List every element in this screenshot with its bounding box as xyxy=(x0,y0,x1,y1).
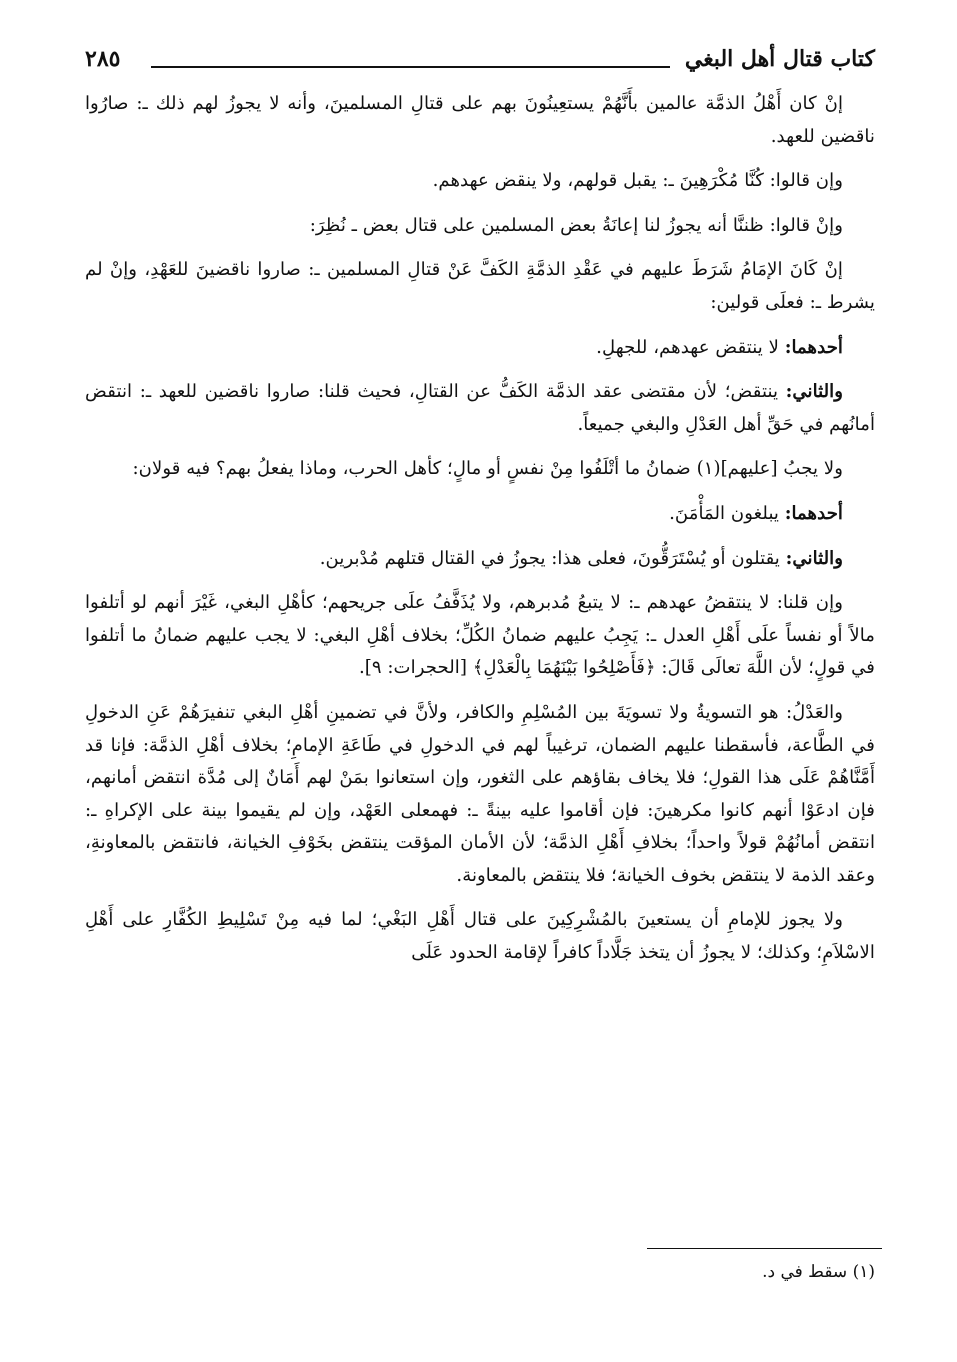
paragraph-text: يقتلون أو يُسْتَرَقُّونَ، فعلى هذا: يجوزُ في القتال قتلهم مُدْبرين. xyxy=(319,547,786,569)
paragraph xyxy=(85,543,875,576)
paragraph xyxy=(85,376,875,441)
paragraph-text: وإن قالوا: كُنَّا مُكْرَهِينَ ـ: يقبل قولهم، ولا ينقض عهدهم. xyxy=(432,170,843,192)
paragraph xyxy=(85,587,875,685)
paragraph-text: إنْ كان أَهْلُ الذمَّة عالمين بأَنَّهُمْ يستعِينُونَ بهم على قتالِ المسلمينَ، وأنه لا يجوزُ لهم ذلك ـ: صارُوا ناقضين للعهد. xyxy=(85,93,875,147)
paragraph xyxy=(85,332,875,365)
paragraph xyxy=(85,165,875,198)
paragraph-text: ولا يجبُ [عليهم](١) ضمانُ ما أتْلَفُوا مِنْ نفسٍ أو مالٍ؛ كأهل الحرب، وماذا يفعلُ بهم؟ فيه قولان: xyxy=(132,458,843,480)
paragraph-lead: أحدهما: xyxy=(784,502,843,524)
paragraph-text: إنْ كَانَ الإمَامُ شَرَطَ عليهم في عَقْدِ الذمَّةِ الكَفَّ عَنْ قتالِ المسلمين ـ: صاروا ناقضينَ للعَهْدِ، وإنْ لم يشرط ـ: فعلَى قولين: xyxy=(85,259,875,313)
paragraph xyxy=(85,498,875,531)
paragraph-lead: أحدهما: xyxy=(784,336,843,358)
paragraph-text: وإنْ قالوا: ظننَّا أنه يجوزُ لنا إعانَةُ بعض المسلمين على قتال بعض ـ نُظِرَ: xyxy=(309,214,843,236)
paragraph-text: وإن قلنا: لا ينتقضُ عهدهم ـ: لا يتبعُ مُدبرهم، ولا يُذَفَّفُ علَى جريحهم؛ كأهْلِ البغي، غَيْرَ أنهم لو أتلفوا مالاً أو نفساً علَى أَهْلِ العدل ـ: يَجِبُ عليهم ضمانُ الكُلِّ؛ بخلاف أهْلِ البغي: لا يجب عليهم ضمانُ ما أتلفوا في قولٍ؛ لأن اللَّهَ تعالَى قَالَ: ﴿فَأَصْلِحُوا بَيْنَهُمَا بِالْعَدْلِ﴾ [الحجرات: ٩]. xyxy=(85,592,875,679)
running-title: كتاب قتال أهل البغي xyxy=(684,46,875,72)
paragraph-lead: والثاني: xyxy=(785,381,843,403)
paragraph xyxy=(85,697,875,893)
header-rule xyxy=(151,66,670,68)
paragraph xyxy=(85,210,875,243)
page-header xyxy=(85,40,875,80)
paragraph-text: يبلغون المَأْمَنَ. xyxy=(669,502,785,524)
paragraph xyxy=(85,254,875,319)
paragraph-text: والعَدْلُ: هو التسويةُ ولا تسويَةَ بين المُسْلِمِ والكافر، ولأنَّ في تضمينِ أهْلِ البغي تنفيرَهُمْ عَنِ الدخولِ في الطَّاعة، فأسقطنا عليهم الضمان، ترغيباً لهم في الدخولِ في طَاعَةِ الإمامِ؛ بخلاف أهْلِ الذمَّة: فإنا قد أَمَّنَّاهُمْ عَلَى هذا القولِ؛ فلا يخاف بقاؤهم على الثغور، وإن استعانوا بمَنْ لهم أَمَانٌ إلى مُدَّة انتقض أمانهم، فإن ادعَوْا أنهم كانوا مكرهينَ: فإن أقاموا عليه بينةً ـ: فهمعلى العَهْد، وإن لم يقيموا بينة على الإكراهِ ـ: انتقض أمانُهُمْ قولاً واحداً؛ بخلافِ أَهْلِ الذمَّة؛ لأن الأمان المؤقت ينتقض بخَوْفِ الخيانة، فانتقض بالمعاونةِ، وعقد الذمة لا ينتقض بخوف الخيانة؛ فلا ينتقض بالمعاونة. xyxy=(85,701,875,886)
footnote-rule xyxy=(647,1248,882,1249)
page-body xyxy=(85,88,875,982)
paragraph xyxy=(85,453,875,486)
page-number: ٢٨٥ xyxy=(85,46,121,72)
footnote: (١) سقط في د. xyxy=(762,1262,875,1282)
paragraph-text: ولا يجوز للإمامِ أن يستعينَ بالمُشْرِكِينَ على قتال أَهْلِ البَغْي؛ لما فيه مِنْ تَسْلِيطِ الكُفَّارِ على أَهْلِ الاسْلاَمِ؛ وكذلك؛ لا يجوزُ أن يتخذ جَلَّاداً كافراً لإقامة الحدود عَلَى xyxy=(85,909,875,964)
paragraph-text: ينتقض؛ لأن مقتضى عقد الذمَّة الكَفُّ عن القتالِ، فحيث قلنا: صاروا ناقضين للعهد ـ: انتقض أمانُهم في حَقِّ أهل العَدْلِ والبغي جميعاً. xyxy=(85,381,875,435)
paragraph xyxy=(85,88,875,153)
paragraph-lead: والثاني: xyxy=(785,547,843,569)
paragraph xyxy=(85,904,875,969)
paragraph-text: لا ينتقض عهدهم، للجهلِ. xyxy=(596,336,785,358)
